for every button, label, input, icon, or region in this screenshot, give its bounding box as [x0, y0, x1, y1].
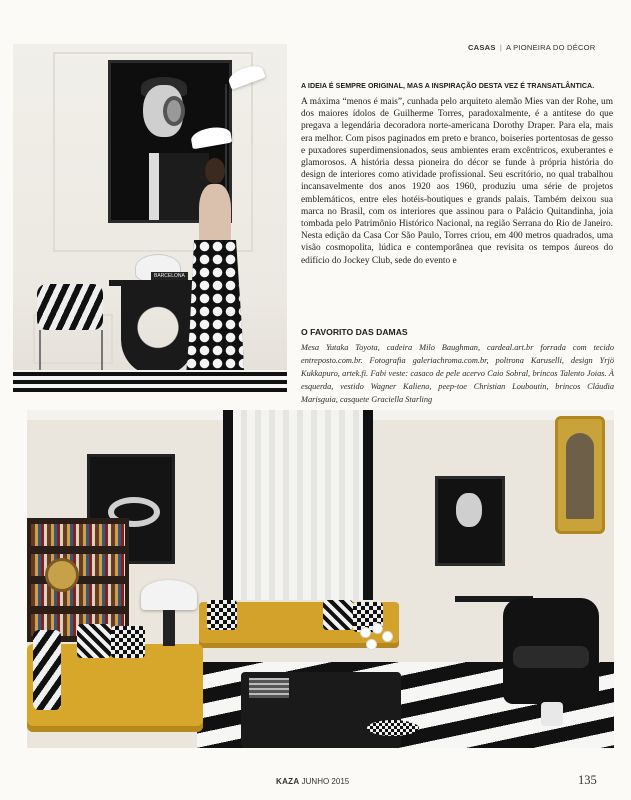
zebra-pillow: [77, 624, 111, 658]
zebra-chair: [37, 284, 103, 330]
book-spine-label: BARCELONA: [151, 272, 188, 280]
caption-title: O FAVORITO DAS DAMAS: [301, 327, 408, 337]
section-header: [468, 43, 628, 52]
model-head: [205, 158, 225, 184]
book-row: [31, 524, 125, 546]
artwork-headphone: [163, 96, 185, 126]
bottom-photo: [27, 410, 614, 748]
portrait-artwork-small: [435, 476, 505, 566]
polka-dot-dress: [185, 240, 245, 388]
issue-date: JUNHO 2015: [301, 777, 350, 786]
section-name: CASAS: [468, 43, 496, 52]
mirror-glass: [566, 433, 594, 519]
page-footer: [276, 777, 349, 786]
zebra-chair: [33, 630, 61, 710]
sheer-curtain: [233, 410, 363, 600]
wall-lamp-rod: [225, 84, 227, 204]
photo-caption: Mesa Yutaka Toyota, cadeira Milo Baughman, cardeal.art.br forrada com tecido entreposto.com.br. Fotografia galeriachroma.com.br, poltrona Karuselli, design Yrjö Kukkapuro, artek.fi. Fabi veste: casaco de pele acervo Caio Sobral, brincos Talento Joias. À esquerda, vestido Wagner Kalieno, peep-toe Christian Louboutin, brincos Cláudia Marisguia, casquete Graciella Starling: [301, 343, 614, 404]
checkered-pillow: [111, 626, 145, 658]
checkered-pillow: [207, 600, 237, 630]
page-number: 135: [578, 773, 597, 787]
armchair-base: [541, 702, 563, 726]
armchair-seat: [513, 646, 589, 668]
artwork-face: [456, 493, 482, 527]
round-mirror: [45, 558, 79, 592]
console-table-base: [121, 286, 195, 376]
striped-floor: [13, 370, 287, 392]
header-separator: |: [499, 43, 503, 52]
gold-mirror: [555, 416, 605, 534]
stacked-books: [249, 678, 289, 698]
checkered-tray: [367, 720, 419, 736]
drape-stripe-right: [363, 410, 373, 600]
magazine-name: KAZA: [276, 777, 300, 786]
section-subtitle: A PIONEIRA DO DÉCOR: [505, 43, 596, 52]
article-body: A máxima “menos é mais”, cunhada pelo arquiteto alemão Mies van der Rohe, um dos maiores ídolos de Guilherme Torres, paradoxalmente, é a antítese do que pregava a legendária decoradora norte-americana Dorothy Draper. Para ela, mais era melhor. Com pisos paginados em preto e branco, boiseries portentosas de gesso e puxadores superdimensionados, seus ambientes eram excêntricos, exuberantes e glamorosos. A história dessa pioneira do décor se funde à própria história do design de interiores como atividade profissional. Seu escritório, no qual trabalhou incansavelmente dos anos 1920 aos 1960, produziu uma série de projetos emblemáticos, entre eles hotéis-boutiques e grands palais. Também deixou sua marca no Brasil, com os interiores que assinou para o Palácio Quitandinha, joia tombada pelo Patrimônio Histórico Nacional, na região Serrana do Rio de Janeiro. Nesta edição da Casa Cor São Paulo, Torres criou, em 400 metros quadrados, uma visão cosmopolita, lúdica e contemporânea que revisita os tempos áureos do edifício do Jockey Club, sede do evento e: [301, 97, 613, 266]
white-flowers: [357, 624, 397, 664]
top-photo: [13, 44, 287, 392]
drape-stripe-left: [223, 410, 233, 600]
lamp-base: [163, 610, 175, 646]
article-lead: A IDEIA É SEMPRE ORIGINAL, MAS A INSPIRAÇÃO DESTA VEZ É TRANSATLÂNTICA.: [301, 82, 595, 90]
black-armchair: [503, 598, 599, 704]
mushroom-lamp: [141, 580, 197, 610]
book-row: [31, 584, 125, 606]
model-torso: [199, 184, 231, 244]
zebra-pillow: [323, 600, 353, 630]
